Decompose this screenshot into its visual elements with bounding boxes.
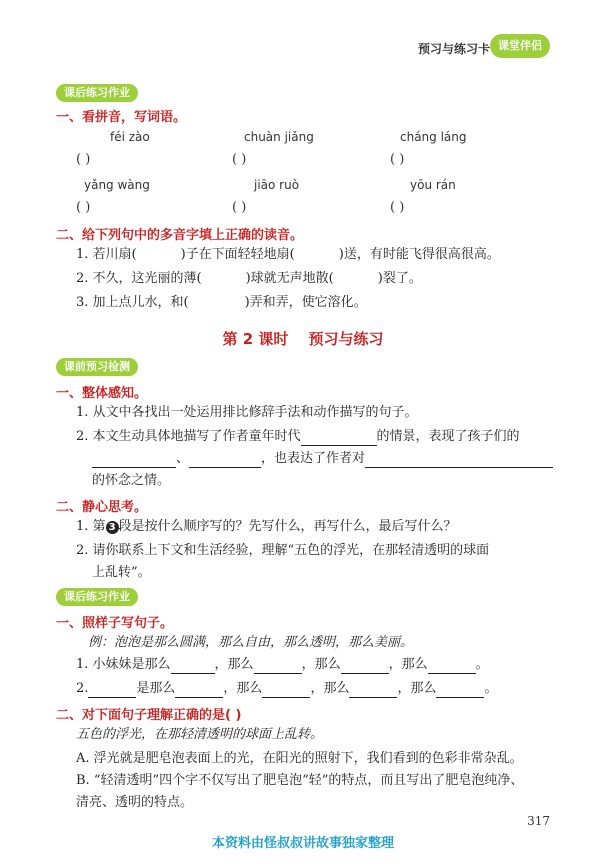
s2-sep: ，那么 [397,681,437,696]
q3-part-a: 3. 加上点儿水，和( [76,295,189,310]
understand-option-b-line2: 清亮、透明的特点。 [76,795,194,810]
imitate-s1 [76,656,489,674]
overview-q2 [76,428,520,446]
post-class-badge: 课后练习作业 [56,84,138,102]
s2-shi: 是那么 [136,681,176,696]
answer-paren[interactable]: ( ) [390,152,405,167]
pinyin-jiaoruo: jiāo ruò [254,178,300,192]
pre-class-badge: 课前预习检测 [56,358,138,376]
overview-q2-line2 [92,450,553,468]
section-polyphone-title: 二、给下列句中的多音字填上正确的读音。 [56,228,304,243]
understand-option-a[interactable]: A. 浮光就是肥皂泡表面上的光，在阳光的照射下，我们看到的色彩非常杂乱。 [76,751,523,766]
blank[interactable] [365,453,553,468]
s2-label: 2. [76,681,89,696]
q2-text-a: 2. 本文生动具体地描写了作者童年时代 [76,429,301,444]
understand-option-b[interactable]: B. “轻清透明”四个字不仅写出了肥皂泡“轻”的特点，而且写出了肥皂泡纯净、 [76,773,524,788]
section-pinyin-title: 一、看拼音，写词语。 [56,110,187,125]
think-q1 [76,518,457,536]
s1-sep: ，那么 [214,657,254,672]
s1-sep: ，那么 [301,657,341,672]
answer-paren[interactable]: ( ) [390,200,405,215]
blank[interactable] [92,453,176,468]
blank[interactable] [189,453,261,468]
section-overview-title: 一、整体感知。 [56,386,148,401]
footer-credit: 本资料由怪叔叔讲故事独家整理 [211,836,394,851]
pinyin-yangwang: yǎng wàng [84,178,150,192]
blank[interactable] [349,683,397,698]
blank[interactable] [88,683,136,698]
think-q2-line2: 上乱转”。 [92,565,151,580]
q3-part-b: )弄和弄，使它溶化。 [244,295,367,310]
section-understand-title: 二、对下面句子理解正确的是( ) [56,708,242,723]
overview-q2-line3: 的怀念之情。 [92,473,171,488]
q1-part-b: )子在下面轻轻地扇( [180,247,295,262]
s1-prefix: 1. 小妹妹是那么 [76,657,171,672]
s2-end: 。 [484,681,498,696]
page-number: 317 [527,814,550,828]
q2-part-b: )球就无声地散( [245,271,334,286]
answer-paren[interactable]: ( ) [76,200,91,215]
section-think-title: 二、静心思考。 [56,500,148,515]
pinyin-changlang: cháng láng [400,130,467,144]
s1-end: 。 [475,657,489,672]
think-q1-b: 段是按什么顺序写的？先写什么，再写什么，最后写什么？ [118,519,457,534]
pinyin-feizao: féi zào [110,130,150,144]
s1-sep: ，那么 [388,657,428,672]
answer-paren[interactable]: ( ) [76,152,91,167]
blank[interactable] [428,659,476,674]
lesson-name: 预习与练习 [308,330,384,348]
blank[interactable] [262,683,310,698]
q2-part-a: 2. 不久，这光丽的薄( [76,271,202,286]
pinyin-youran: yōu rán [410,178,456,192]
understand-quote: 五色的浮光，在那轻清透明的球面上乱转。 [76,727,324,742]
pinyin-chuanjiang: chuàn jiǎng [244,130,314,144]
blank[interactable] [436,683,484,698]
blank[interactable] [301,431,377,446]
answer-paren[interactable]: ( ) [232,152,247,167]
imitate-example: 例：泡泡是那么圆满，那么自由，那么透明，那么美丽。 [88,635,414,650]
q1-part-a: 1. 若川扇( [76,247,137,262]
think-q1-a: 1. 第 [76,519,106,534]
s2-sep: ，那么 [310,681,350,696]
blank[interactable] [254,659,302,674]
circled-number: 3 [106,521,119,534]
q1-part-c: )送，有时能飞得很高很高。 [338,247,500,262]
answer-paren[interactable]: ( ) [232,200,247,215]
header-brand-pill: 课堂伴侣 [490,34,550,58]
think-q2: 2. 请你联系上下文和生活经验，理解“五色的浮光，在那轻清透明的球面 [76,543,490,558]
imitate-s2 [76,680,497,698]
lesson-title [0,328,606,349]
post-class-badge-2: 课后练习作业 [56,588,138,606]
s2-sep: ，那么 [223,681,263,696]
q2-part-c: )裂了。 [377,271,422,286]
q2-text-d: ，也表达了作者对 [261,451,366,466]
lesson-number: 第 2 课时 [222,330,289,348]
blank[interactable] [171,659,215,674]
blank[interactable] [175,683,223,698]
header-title: 预习与练习卡 [417,42,490,56]
q2-text-b: 的情景，表现了孩子们的 [376,429,520,444]
polyphone-q3 [76,294,367,312]
blank[interactable] [341,659,389,674]
section-imitate-title: 一、照样子写句子。 [56,616,174,631]
overview-q1: 1. 从文中各找出一处运用排比修辞手法和动作描写的句子。 [76,405,418,420]
polyphone-q2 [76,270,422,288]
polyphone-q1 [76,246,500,264]
q2-text-c: 、 [176,451,190,466]
